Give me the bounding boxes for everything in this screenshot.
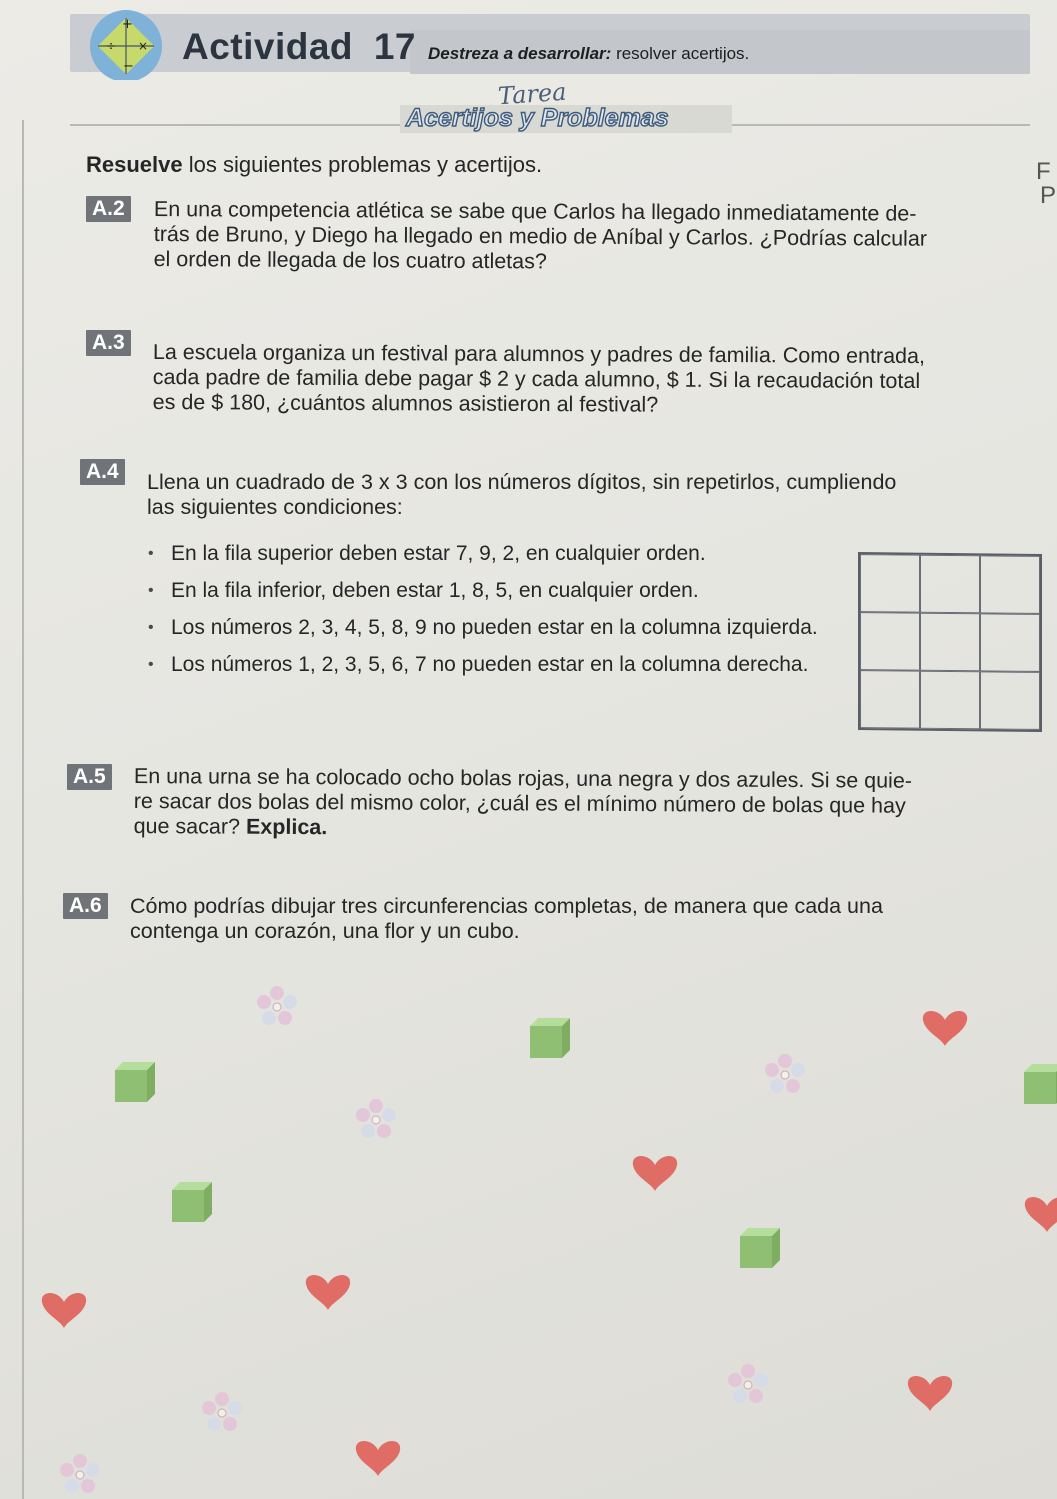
problem-line: La escuela organiza un festival para alumnos y padres de familia. Como entrada, bbox=[152, 340, 926, 369]
svg-text:+: + bbox=[122, 17, 133, 32]
three-by-three-grid[interactable] bbox=[858, 552, 1042, 732]
cube-icon[interactable] bbox=[1024, 1064, 1057, 1104]
problem-line: re sacar dos bolas del mismo color, ¿cuál es el mínimo número de bolas que hay bbox=[133, 788, 906, 818]
a4-conditions-list bbox=[146, 541, 846, 689]
heart-icon[interactable] bbox=[923, 1011, 967, 1046]
activity-title-word: Actividad bbox=[182, 26, 354, 67]
instructions-text: los siguientes problemas y acertijos. bbox=[188, 152, 543, 177]
problem-last-line: que sacar? bbox=[133, 813, 241, 839]
svg-text:×: × bbox=[138, 39, 149, 53]
heart-icon[interactable] bbox=[1025, 1197, 1057, 1232]
instructions-verb: Resuelve bbox=[86, 152, 183, 177]
grid-cell[interactable] bbox=[980, 613, 1040, 672]
cube-icon[interactable] bbox=[740, 1228, 780, 1268]
flower-icon[interactable] bbox=[765, 1054, 805, 1093]
problem-line: las siguientes condiciones: bbox=[147, 495, 403, 519]
flower-icon[interactable] bbox=[60, 1454, 100, 1493]
grid-cell[interactable] bbox=[860, 554, 920, 613]
flower-icon[interactable] bbox=[202, 1392, 242, 1431]
problem-tag-a2: A.2 bbox=[86, 196, 131, 222]
instructions bbox=[86, 152, 542, 178]
heart-icon[interactable] bbox=[908, 1376, 952, 1411]
problem-tag-a5: A.5 bbox=[67, 764, 112, 790]
problem-line bbox=[134, 814, 1044, 845]
condition-item: • Los números 1, 2, 3, 5, 6, 7 no pueden estar en la columna derecha. bbox=[146, 652, 851, 677]
margin-letter: P bbox=[1040, 182, 1057, 209]
handwritten-note: Tarea bbox=[497, 77, 568, 111]
grid-cell[interactable] bbox=[860, 612, 920, 671]
problem-line: es de $ 180, ¿cuántos alumnos asistieron al festival? bbox=[152, 389, 659, 417]
cube-icon[interactable] bbox=[115, 1062, 155, 1102]
problem-line: el orden de llegada de los cuatro atletas? bbox=[153, 246, 547, 274]
problem-tag-a6: A.6 bbox=[63, 893, 108, 919]
flower-icon[interactable] bbox=[356, 1099, 396, 1138]
problem-tag-a3: A.3 bbox=[86, 330, 131, 356]
problem-a4-text bbox=[147, 470, 1037, 520]
margin-letter: F bbox=[1036, 158, 1051, 185]
heart-icon[interactable] bbox=[306, 1275, 350, 1310]
problem-line: Cómo podrías dibujar tres circunferencias completas, de manera que cada una bbox=[130, 894, 883, 918]
operations-logo-icon bbox=[84, 8, 168, 80]
problem-a3-text bbox=[153, 340, 1038, 420]
problem-tag-a4: A.4 bbox=[80, 459, 125, 485]
grid-cell[interactable] bbox=[920, 671, 980, 730]
svg-text:÷: ÷ bbox=[106, 39, 117, 53]
activity-number: 17 bbox=[373, 26, 416, 67]
problem-line: En una competencia atlética se sabe que Carlos ha llegado inmediatamente de- bbox=[153, 197, 917, 226]
problem-line: En una urna se ha colocado ocho bolas rojas, una negra y dos azules. Si se quie- bbox=[133, 764, 913, 793]
problem-line: trás de Bruno, y Diego ha llegado en medio de Aníbal y Carlos. ¿Podrías calcular bbox=[153, 221, 928, 251]
problem-line: Llena un cuadrado de 3 x 3 con los números dígitos, sin repetirlos, cumpliendo bbox=[147, 470, 897, 494]
condition-item: • En la fila superior deben estar 7, 9, 2, en cualquier orden. bbox=[146, 541, 846, 566]
problem-line: contenga un corazón, una flor y un cubo. bbox=[130, 919, 520, 943]
grid-cell[interactable] bbox=[920, 613, 980, 672]
grid-cell[interactable] bbox=[920, 555, 980, 614]
skill-label: Destreza a desarrollar: bbox=[428, 44, 612, 63]
flower-icon[interactable] bbox=[728, 1364, 768, 1403]
cube-icon[interactable] bbox=[172, 1182, 212, 1222]
svg-text:−: − bbox=[123, 59, 134, 74]
skill-text: resolver acertijos. bbox=[616, 44, 750, 63]
grid-cell[interactable] bbox=[980, 555, 1040, 614]
condition-item: • En la fila inferior, deben estar 1, 8, 5, en cualquier orden. bbox=[146, 578, 846, 603]
problem-a5-text bbox=[134, 764, 1044, 845]
problem-a6-text bbox=[130, 894, 1050, 944]
problem-a2-text bbox=[154, 197, 1034, 277]
drawing-area[interactable] bbox=[0, 960, 1057, 1499]
flower-icon[interactable] bbox=[257, 986, 297, 1025]
section-banner: Acertijos y Problemas bbox=[406, 104, 669, 132]
activity-title bbox=[182, 26, 416, 68]
problem-line: cada padre de familia debe pagar $ 2 y cada alumno, $ 1. Si la recaudación total bbox=[152, 364, 921, 394]
heart-icon[interactable] bbox=[633, 1156, 677, 1191]
condition-item: • Los números 2, 3, 4, 5, 8, 9 no pueden estar en la columna izquierda. bbox=[146, 615, 851, 640]
grid-cell[interactable] bbox=[980, 671, 1040, 730]
heart-icon[interactable] bbox=[42, 1293, 86, 1328]
skill-line bbox=[428, 44, 749, 64]
cube-icon[interactable] bbox=[530, 1018, 570, 1058]
heart-icon[interactable] bbox=[356, 1441, 400, 1476]
grid-cell[interactable] bbox=[860, 670, 920, 729]
explain-keyword: Explica. bbox=[245, 814, 328, 840]
